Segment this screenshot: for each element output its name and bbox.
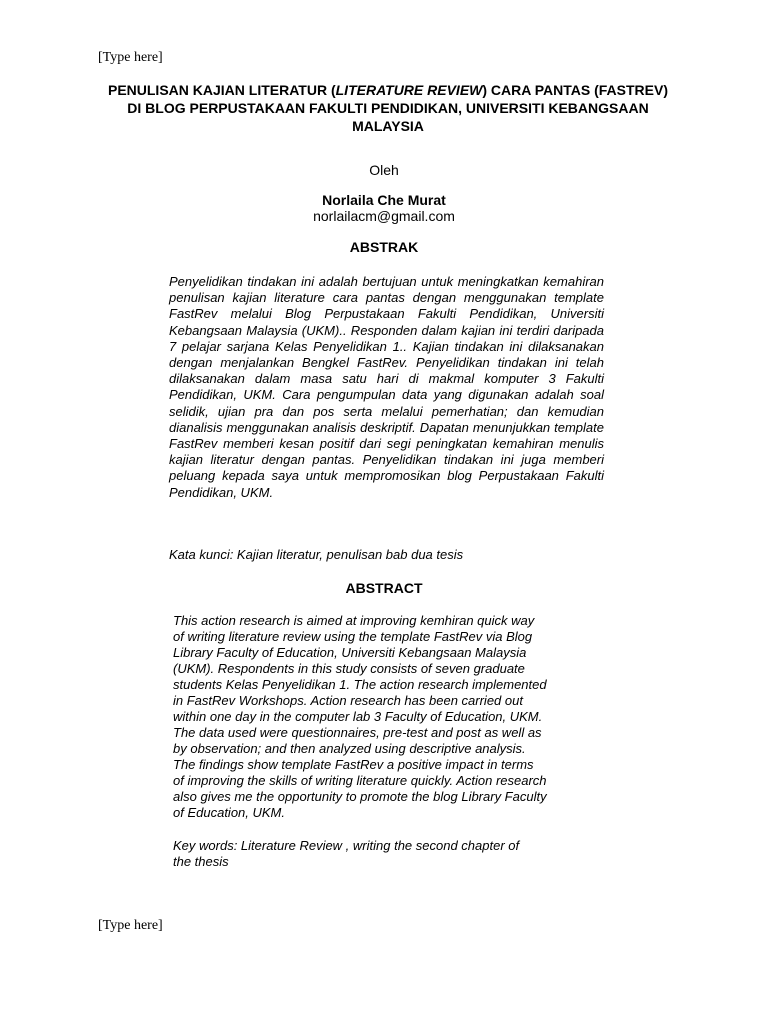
page-footer-note: [Type here] <box>98 918 163 933</box>
paper-title <box>100 81 676 135</box>
abstract-keywords-line: the thesis <box>173 854 229 869</box>
title-part-2: ) CARA PANTAS (FASTREV) DI BLOG PERPUSTAKAAN FAKULTI PENDIDIKAN, UNIVERSITI KEBANGSAAN MALAYSIA <box>127 82 668 134</box>
page-header-note: [Type here] <box>98 50 163 65</box>
abstract-keywords-line: Key words: Literature Review , writing the second chapter of <box>173 838 520 853</box>
author-email: norlailacm@gmail.com <box>313 208 455 224</box>
abstract-line: students Kelas Penyelidikan 1. The action research implemented <box>173 677 547 692</box>
abstract-line: Library Faculty of Education, Universiti Kebangsaan Malaysia <box>173 645 527 660</box>
abstrak-body: Penyelidikan tindakan ini adalah bertujuan untuk meningkatkan kemahiran penulisan kajian literature cara pantas dengan menggunakan template FastRev melalui Blog Perpustakaan Fakulti Pendidikan, Universiti Kebangsaan Malaysia (UKM).. Responden dalam kajian ini terdiri daripada 7 pelajar sarjana Kelas Penyelidikan 1.. Kajian tindakan ini dilaksanakan dengan menjalankan Bengkel FastRev. Penyelidikan tindakan ini telah dilaksanakan dalam masa satu hari di makmal komputer 3 Fakulti Pendidikan, UKM. Cara pengumpulan data yang digunakan adalah soal selidik, ujian pra dan pos serta melalui pemerhatian; dan kemudian dianalisis menggunakan analisis deskriptif. Dapatan menunjukkan template FastRev memberi kesan positif dari segi peningkatan kemahiran menulis kajian literatur dengan pantas. Penyelidikan tindakan ini juga memberi peluang kepada saya untuk mempromosikan blog Perpustakaan Fakulti Pendidikan, UKM. <box>169 274 604 500</box>
abstract-line: The findings show template FastRev a positive impact in terms <box>173 757 534 772</box>
abstract-keywords <box>173 838 597 870</box>
abstract-line: (UKM). Respondents in this study consists of seven graduate <box>173 661 525 676</box>
title-italic: LITERATURE REVIEW <box>335 82 483 98</box>
abstract-line: in FastRev Workshops. Action research has been carried out <box>173 693 523 708</box>
abstract-line: The data used were questionnaires, pre-test and post as well as <box>173 725 542 740</box>
author-name: Norlaila Che Murat <box>322 192 446 208</box>
abstract-line: of writing literature review using the template FastRev via Blog <box>173 629 533 644</box>
abstract-line: of Education, UKM. <box>173 805 285 820</box>
title-part-1: PENULISAN KAJIAN LITERATUR ( <box>107 82 336 98</box>
byline-oleh: Oleh <box>369 162 399 178</box>
abstrak-heading: ABSTRAK <box>349 239 419 255</box>
abstract-body <box>173 613 597 821</box>
abstract-line: by observation; and then analyzed using descriptive analysis. <box>173 741 526 756</box>
abstrak-keywords: Kata kunci: Kajian literatur, penulisan bab dua tesis <box>169 547 464 562</box>
abstract-line: of improving the skills of writing literature quickly. Action research <box>173 773 547 788</box>
abstract-line: also gives me the opportunity to promote the blog Library Faculty <box>173 789 547 804</box>
abstract-heading: ABSTRACT <box>345 580 423 596</box>
abstract-line: within one day in the computer lab 3 Faculty of Education, UKM. <box>173 709 543 724</box>
abstract-line: This action research is aimed at improving kemhiran quick way <box>173 613 535 628</box>
